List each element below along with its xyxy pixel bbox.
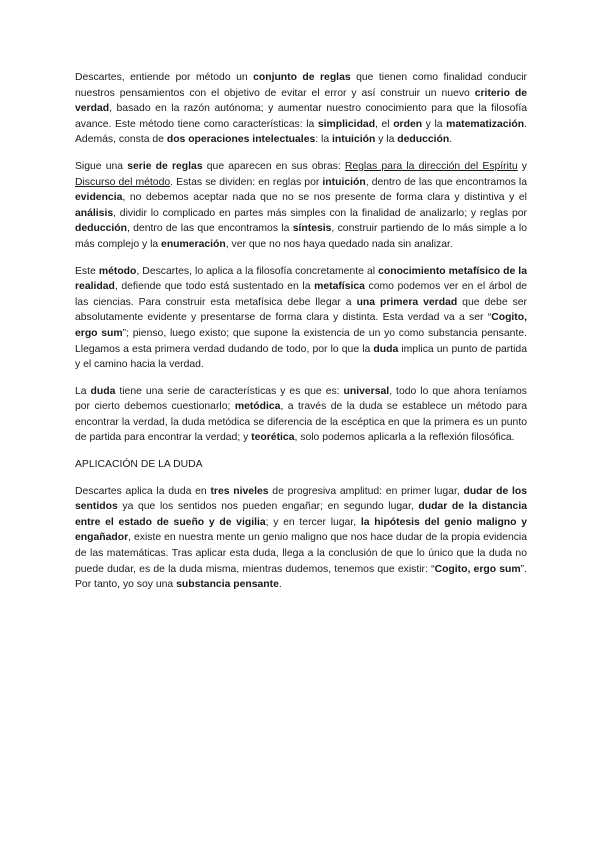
text-span: . [449,134,453,146]
text-span: ; y en tercer lugar, [265,516,361,528]
paragraph-rules [75,159,527,253]
text-span: La [75,385,91,397]
bold-term: simplicidad [317,118,376,130]
text-span: y [517,160,527,172]
text-span: , construir partiendo de lo más simple a lo más complejo y la [75,223,527,250]
bold-term: evidencia [75,192,123,204]
bold-term: substancia pensante [176,579,279,591]
bold-term: deducción [397,134,450,146]
text-span: Sigue una [75,160,128,172]
bold-term: teorética [251,432,295,444]
bold-term: orden [393,118,423,130]
text-span: ya que los sentidos nos pueden engañar; en segundo lugar, [117,501,419,513]
text-span: , dentro de las que encontramos la [365,176,528,188]
bold-term: conjunto de reglas [253,72,351,83]
text-span: , solo podemos aplicarla a la reflexión filosófica. [294,432,515,444]
text-span: : la [315,134,333,146]
bold-term: análisis [75,207,114,219]
text-span: que debe ser absolutamente evidente y presentarse de forma clara y distinta. Esta verdad va a ser “ [75,296,528,324]
text-span: . Además, consta de [75,118,527,146]
text-span: . [278,579,282,591]
text-span: ”; pienso, luego existo; que supone la existencia de un yo como substancia pensante. Llegamos a esta primera verdad dudando de todo, por lo que la [75,327,527,355]
bold-term: síntesis [292,223,332,235]
bold-term: método [98,265,137,277]
bold-term: dudar de la distancia entre el estado de sueño y de vigilia [75,501,527,528]
text-span: , existe en nuestra mente un genio maligno que nos hace dudar de la propia evidencia de las matemáticas. Tras aplicar esta duda, llega a la conclusión de que lo único que la duda no puede dudar, es de la duda misma, mientras dudemos, tenemos que existir: “ [75,532,527,575]
bold-term: metódica [234,401,281,413]
work-title-reglas: Reglas para la dirección del Espíritu [344,160,518,172]
paragraph-doubt-characteristics [75,384,527,446]
bold-term: duda [373,343,399,355]
bold-term: universal [343,385,390,397]
paragraph-doubt-application [75,484,527,593]
text-span: , ver que no nos haya quedado nada sin analizar. [225,238,453,250]
bold-term: una primera verdad [356,296,458,308]
text-span: , dividir lo complicado en partes más simples con la finalidad de analizarlo; y reglas por [113,207,527,219]
text-span: de progresiva amplitud: en primer lugar, [268,485,464,497]
bold-term: metafísica [314,281,365,293]
bold-term: enumeración [161,238,226,250]
text-span: , Descartes, lo aplica a la filosofía concretamente al [136,265,379,277]
bold-term: deducción [75,223,127,235]
text-span: . Estas se dividen: en reglas por [170,176,323,188]
text-span: y la [422,118,447,130]
bold-term: dos operaciones intelectuales [166,134,316,146]
text-span: como podemos ver en el árbol de las ciencias. Para construir esta metafísica debe llegar a [75,281,528,308]
text-span: y la [375,134,398,146]
bold-term: matematización [446,118,525,130]
bold-term: intuición [332,134,376,146]
text-span: , todo lo que ahora teníamos por cierto debemos cuestionarlo; [75,385,527,413]
text-span: , defiende que todo está sustentado en la [114,281,315,293]
document-body [75,70,527,604]
bold-term: serie de reglas [127,160,203,172]
text-span: ”. Por tanto, yo soy una [75,563,527,591]
section-heading: APLICACIÓN DE LA DUDA [75,459,203,471]
text-span: que aparecen en sus obras: [202,160,345,172]
text-span: que tienen como finalidad conducir nuestros pensamientos con el objetivo de evitar el error y así construir un nuevo [75,72,527,99]
bold-term: intuición [322,176,366,188]
bold-term: Cogito, ergo sum [75,312,527,339]
bold-term: conocimiento metafísico de la realidad [75,265,527,293]
bold-term: la hipótesis del genio maligno y engañador [75,516,527,544]
text-span: , a través de la duda se establece un método para encontrar la verdad, la duda metódica se diferencia de la escéptica en que la primera es un punto de partida para encontrar la verdad; y [75,401,527,444]
text-span: , dentro de las que encontramos la [126,223,293,235]
text-span: , no debemos aceptar nada que no se nos presente de forma clara y distintiva y el [122,192,527,204]
paragraph-method [75,70,527,148]
paragraph-metaphysics [75,264,527,373]
bold-term: Cogito, ergo sum [434,563,521,575]
text-span: tiene una serie de características y es que es: [115,385,344,397]
bold-term: dudar de los sentidos [75,485,527,513]
text-span: , basado en la razón autónoma; y aumentar nuestro conocimiento para que la filosofía avance. Este método tiene como características: la [75,103,527,130]
work-title-discurso: Discurso del método [75,176,171,188]
text-span: implica un punto de partida y el camino hacia la verdad. [75,343,527,371]
bold-term: tres niveles [210,485,269,497]
text-span: Descartes aplica la duda en [75,485,211,497]
text-span: Este [75,265,99,277]
text-span: , el [375,118,394,130]
text-span: Descartes, entiende por método un [75,72,254,83]
bold-term: duda [90,385,116,397]
bold-term: criterio de verdad [75,87,527,115]
